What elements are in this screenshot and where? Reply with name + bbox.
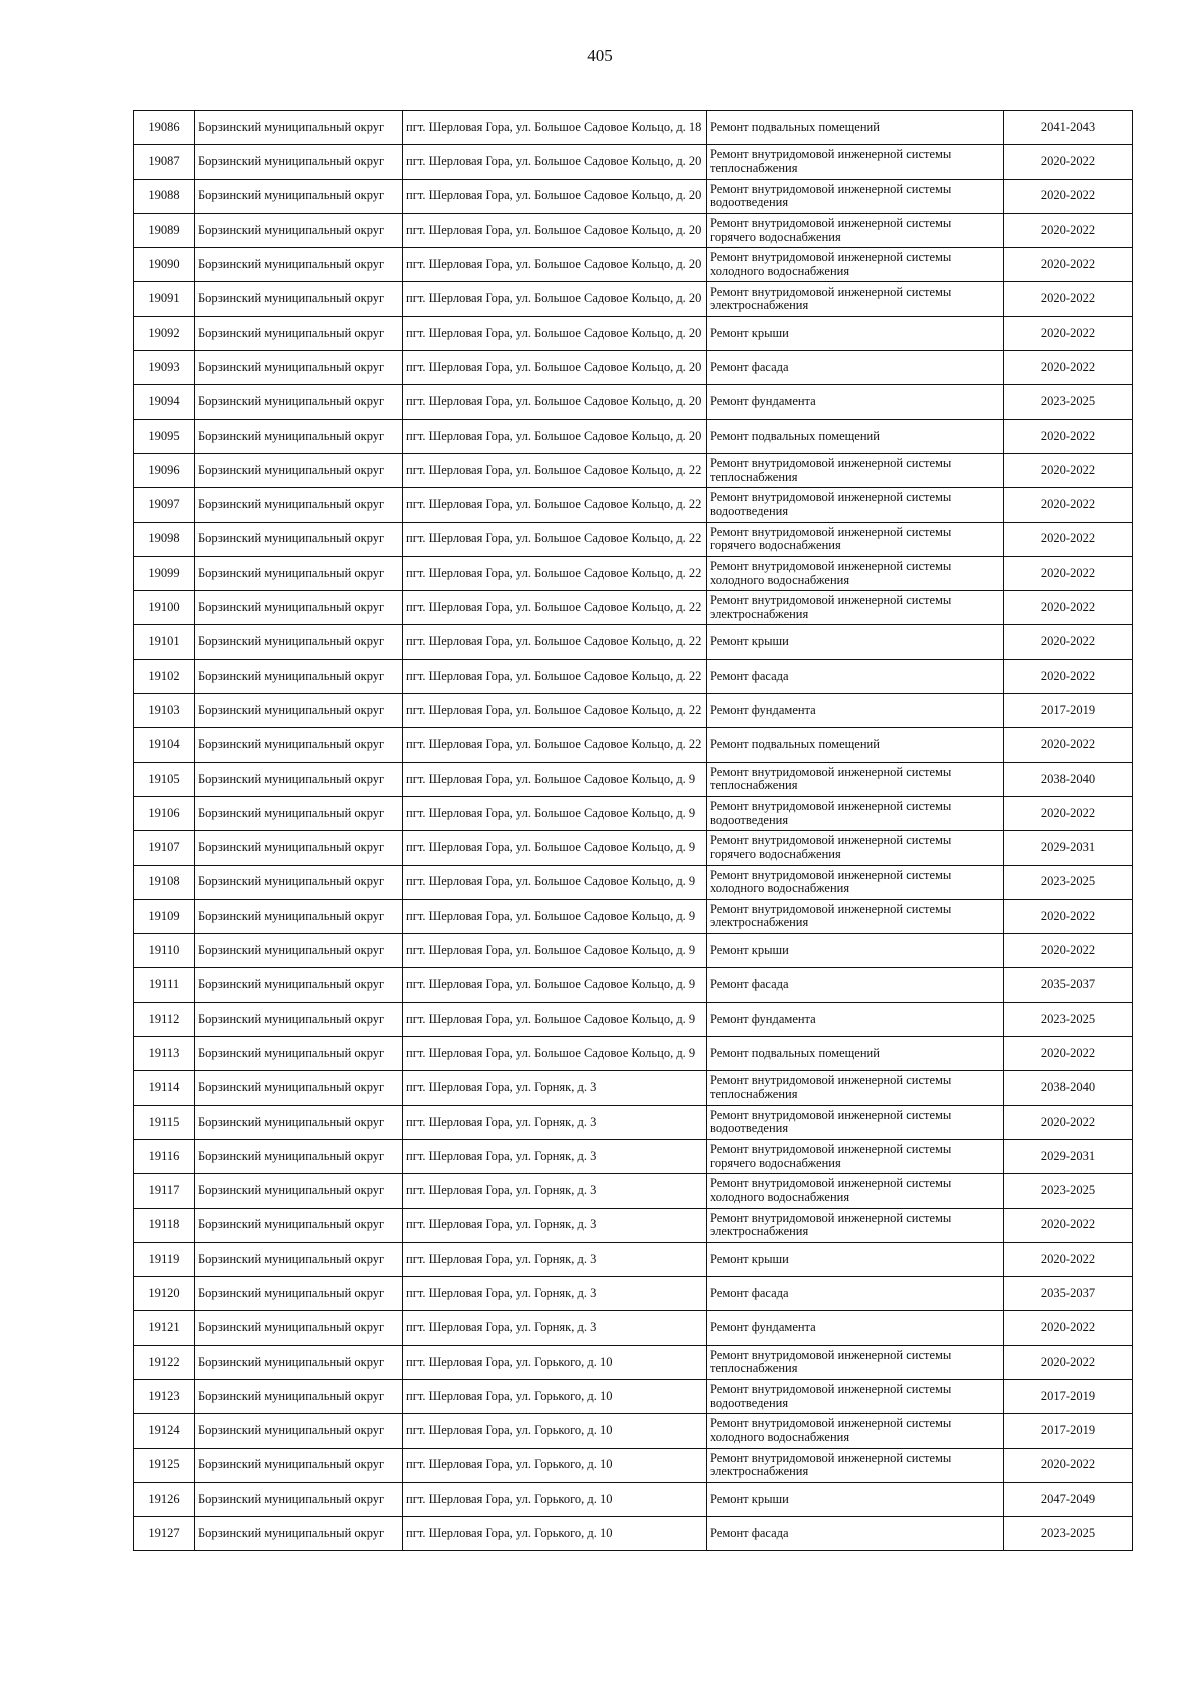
period-cell: 2020-2022	[1004, 591, 1133, 625]
work-type-cell: Ремонт крыши	[707, 316, 1004, 350]
work-type-cell: Ремонт крыши	[707, 1242, 1004, 1276]
row-number-cell: 19090	[134, 248, 195, 282]
address-cell: пгт. Шерловая Гора, ул. Большое Садовое Кольцо, д. 22	[403, 556, 707, 590]
table-row	[134, 796, 1133, 830]
table-row	[134, 1414, 1133, 1448]
period-cell: 2020-2022	[1004, 1345, 1133, 1379]
district-cell: Борзинский муниципальный округ	[195, 1482, 403, 1516]
address-cell: пгт. Шерловая Гора, ул. Горняк, д. 3	[403, 1139, 707, 1173]
address-cell: пгт. Шерловая Гора, ул. Большое Садовое Кольцо, д. 22	[403, 625, 707, 659]
row-number-cell: 19119	[134, 1242, 195, 1276]
row-number-cell: 19108	[134, 865, 195, 899]
address-cell: пгт. Шерловая Гора, ул. Горняк, д. 3	[403, 1277, 707, 1311]
table-body	[134, 111, 1133, 1551]
period-cell: 2020-2022	[1004, 1037, 1133, 1071]
district-cell: Борзинский муниципальный округ	[195, 968, 403, 1002]
work-type-cell: Ремонт внутридомовой инженерной системы водоотведения	[707, 488, 1004, 522]
row-number-cell: 19121	[134, 1311, 195, 1345]
period-cell: 2020-2022	[1004, 453, 1133, 487]
address-cell: пгт. Шерловая Гора, ул. Горняк, д. 3	[403, 1071, 707, 1105]
row-number-cell: 19113	[134, 1037, 195, 1071]
work-type-cell: Ремонт подвальных помещений	[707, 728, 1004, 762]
row-number-cell: 19095	[134, 419, 195, 453]
period-cell: 2020-2022	[1004, 1208, 1133, 1242]
period-cell: 2020-2022	[1004, 282, 1133, 316]
table-row	[134, 968, 1133, 1002]
address-cell: пгт. Шерловая Гора, ул. Горького, д. 10	[403, 1345, 707, 1379]
table-row	[134, 248, 1133, 282]
row-number-cell: 19100	[134, 591, 195, 625]
address-cell: пгт. Шерловая Гора, ул. Большое Садовое Кольцо, д. 20	[403, 145, 707, 179]
district-cell: Борзинский муниципальный округ	[195, 1448, 403, 1482]
period-cell: 2020-2022	[1004, 351, 1133, 385]
address-cell: пгт. Шерловая Гора, ул. Большое Садовое Кольцо, д. 22	[403, 453, 707, 487]
period-cell: 2020-2022	[1004, 248, 1133, 282]
district-cell: Борзинский муниципальный округ	[195, 1379, 403, 1413]
table-row	[134, 419, 1133, 453]
period-cell: 2020-2022	[1004, 179, 1133, 213]
work-type-cell: Ремонт внутридомовой инженерной системы водоотведения	[707, 179, 1004, 213]
period-cell: 2017-2019	[1004, 1414, 1133, 1448]
work-type-cell: Ремонт внутридомовой инженерной системы теплоснабжения	[707, 1345, 1004, 1379]
row-number-cell: 19125	[134, 1448, 195, 1482]
address-cell: пгт. Шерловая Гора, ул. Большое Садовое Кольцо, д. 20	[403, 213, 707, 247]
work-type-cell: Ремонт крыши	[707, 625, 1004, 659]
work-type-cell: Ремонт внутридомовой инженерной системы электроснабжения	[707, 1208, 1004, 1242]
district-cell: Борзинский муниципальный округ	[195, 899, 403, 933]
row-number-cell: 19124	[134, 1414, 195, 1448]
row-number-cell: 19120	[134, 1277, 195, 1311]
district-cell: Борзинский муниципальный округ	[195, 625, 403, 659]
row-number-cell: 19107	[134, 831, 195, 865]
work-type-cell: Ремонт фундамента	[707, 694, 1004, 728]
address-cell: пгт. Шерловая Гора, ул. Большое Садовое Кольцо, д. 9	[403, 865, 707, 899]
district-cell: Борзинский муниципальный округ	[195, 419, 403, 453]
table-row	[134, 1517, 1133, 1551]
district-cell: Борзинский муниципальный округ	[195, 282, 403, 316]
period-cell: 2023-2025	[1004, 385, 1133, 419]
table-row	[134, 1174, 1133, 1208]
address-cell: пгт. Шерловая Гора, ул. Горького, д. 10	[403, 1414, 707, 1448]
table-row	[134, 728, 1133, 762]
address-cell: пгт. Шерловая Гора, ул. Горняк, д. 3	[403, 1105, 707, 1139]
period-cell: 2020-2022	[1004, 316, 1133, 350]
table-row	[134, 1448, 1133, 1482]
table-row	[134, 1345, 1133, 1379]
district-cell: Борзинский муниципальный округ	[195, 865, 403, 899]
period-cell: 2020-2022	[1004, 1448, 1133, 1482]
address-cell: пгт. Шерловая Гора, ул. Большое Садовое Кольцо, д. 9	[403, 796, 707, 830]
table-row	[134, 694, 1133, 728]
work-type-cell: Ремонт внутридомовой инженерной системы холодного водоснабжения	[707, 1174, 1004, 1208]
work-type-cell: Ремонт внутридомовой инженерной системы горячего водоснабжения	[707, 522, 1004, 556]
work-type-cell: Ремонт внутридомовой инженерной системы горячего водоснабжения	[707, 1139, 1004, 1173]
district-cell: Борзинский муниципальный округ	[195, 1139, 403, 1173]
work-type-cell: Ремонт фасада	[707, 659, 1004, 693]
work-type-cell: Ремонт внутридомовой инженерной системы холодного водоснабжения	[707, 1414, 1004, 1448]
district-cell: Борзинский муниципальный округ	[195, 831, 403, 865]
period-cell: 2029-2031	[1004, 1139, 1133, 1173]
work-type-cell: Ремонт фундамента	[707, 385, 1004, 419]
table-row	[134, 1105, 1133, 1139]
address-cell: пгт. Шерловая Гора, ул. Большое Садовое Кольцо, д. 20	[403, 385, 707, 419]
page-number: 405	[587, 46, 613, 65]
district-cell: Борзинский муниципальный округ	[195, 248, 403, 282]
table-row	[134, 145, 1133, 179]
row-number-cell: 19103	[134, 694, 195, 728]
row-number-cell: 19096	[134, 453, 195, 487]
row-number-cell: 19116	[134, 1139, 195, 1173]
work-type-cell: Ремонт внутридомовой инженерной системы холодного водоснабжения	[707, 556, 1004, 590]
row-number-cell: 19115	[134, 1105, 195, 1139]
district-cell: Борзинский муниципальный округ	[195, 351, 403, 385]
district-cell: Борзинский муниципальный округ	[195, 1345, 403, 1379]
period-cell: 2023-2025	[1004, 1517, 1133, 1551]
work-type-cell: Ремонт подвальных помещений	[707, 419, 1004, 453]
district-cell: Борзинский муниципальный округ	[195, 1071, 403, 1105]
district-cell: Борзинский муниципальный округ	[195, 796, 403, 830]
address-cell: пгт. Шерловая Гора, ул. Большое Садовое Кольцо, д. 22	[403, 694, 707, 728]
table-row	[134, 831, 1133, 865]
row-number-cell: 19086	[134, 111, 195, 145]
period-cell: 2023-2025	[1004, 1174, 1133, 1208]
district-cell: Борзинский муниципальный округ	[195, 1037, 403, 1071]
table-row	[134, 111, 1133, 145]
row-number-cell: 19112	[134, 1002, 195, 1036]
row-number-cell: 19106	[134, 796, 195, 830]
work-type-cell: Ремонт крыши	[707, 1482, 1004, 1516]
work-type-cell: Ремонт внутридомовой инженерной системы водоотведения	[707, 1105, 1004, 1139]
period-cell: 2020-2022	[1004, 419, 1133, 453]
district-cell: Борзинский муниципальный округ	[195, 762, 403, 796]
district-cell: Борзинский муниципальный округ	[195, 179, 403, 213]
period-cell: 2020-2022	[1004, 934, 1133, 968]
period-cell: 2035-2037	[1004, 1277, 1133, 1311]
address-cell: пгт. Шерловая Гора, ул. Большое Садовое Кольцо, д. 22	[403, 659, 707, 693]
work-type-cell: Ремонт фасада	[707, 1517, 1004, 1551]
row-number-cell: 19123	[134, 1379, 195, 1413]
period-cell: 2029-2031	[1004, 831, 1133, 865]
period-cell: 2047-2049	[1004, 1482, 1133, 1516]
table-row	[134, 522, 1133, 556]
period-cell: 2038-2040	[1004, 1071, 1133, 1105]
district-cell: Борзинский муниципальный округ	[195, 488, 403, 522]
address-cell: пгт. Шерловая Гора, ул. Большое Садовое Кольцо, д. 20	[403, 248, 707, 282]
row-number-cell: 19093	[134, 351, 195, 385]
period-cell: 2020-2022	[1004, 522, 1133, 556]
table-row	[134, 213, 1133, 247]
work-type-cell: Ремонт внутридомовой инженерной системы электроснабжения	[707, 899, 1004, 933]
district-cell: Борзинский муниципальный округ	[195, 1105, 403, 1139]
address-cell: пгт. Шерловая Гора, ул. Горького, д. 10	[403, 1448, 707, 1482]
district-cell: Борзинский муниципальный округ	[195, 111, 403, 145]
period-cell: 2020-2022	[1004, 1242, 1133, 1276]
work-type-cell: Ремонт внутридомовой инженерной системы водоотведения	[707, 1379, 1004, 1413]
table-row	[134, 179, 1133, 213]
work-type-cell: Ремонт крыши	[707, 934, 1004, 968]
district-cell: Борзинский муниципальный округ	[195, 316, 403, 350]
row-number-cell: 19099	[134, 556, 195, 590]
table-row	[134, 556, 1133, 590]
table-row	[134, 591, 1133, 625]
work-type-cell: Ремонт подвальных помещений	[707, 1037, 1004, 1071]
table-row	[134, 1379, 1133, 1413]
period-cell: 2020-2022	[1004, 213, 1133, 247]
work-type-cell: Ремонт внутридомовой инженерной системы электроснабжения	[707, 591, 1004, 625]
address-cell: пгт. Шерловая Гора, ул. Горняк, д. 3	[403, 1208, 707, 1242]
row-number-cell: 19087	[134, 145, 195, 179]
period-cell: 2017-2019	[1004, 694, 1133, 728]
table-row	[134, 1208, 1133, 1242]
row-number-cell: 19091	[134, 282, 195, 316]
period-cell: 2020-2022	[1004, 145, 1133, 179]
district-cell: Борзинский муниципальный округ	[195, 1002, 403, 1036]
district-cell: Борзинский муниципальный округ	[195, 145, 403, 179]
district-cell: Борзинский муниципальный округ	[195, 934, 403, 968]
row-number-cell: 19126	[134, 1482, 195, 1516]
table-row	[134, 865, 1133, 899]
work-type-cell: Ремонт фундамента	[707, 1002, 1004, 1036]
period-cell: 2041-2043	[1004, 111, 1133, 145]
district-cell: Борзинский муниципальный округ	[195, 1277, 403, 1311]
work-type-cell: Ремонт фасада	[707, 968, 1004, 1002]
period-cell: 2023-2025	[1004, 865, 1133, 899]
work-type-cell: Ремонт внутридомовой инженерной системы холодного водоснабжения	[707, 865, 1004, 899]
work-type-cell: Ремонт внутридомовой инженерной системы горячего водоснабжения	[707, 213, 1004, 247]
work-type-cell: Ремонт подвальных помещений	[707, 111, 1004, 145]
work-type-cell: Ремонт внутридомовой инженерной системы теплоснабжения	[707, 1071, 1004, 1105]
table-row	[134, 1482, 1133, 1516]
address-cell: пгт. Шерловая Гора, ул. Большое Садовое Кольцо, д. 20	[403, 179, 707, 213]
district-cell: Борзинский муниципальный округ	[195, 591, 403, 625]
district-cell: Борзинский муниципальный округ	[195, 1517, 403, 1551]
work-type-cell: Ремонт фундамента	[707, 1311, 1004, 1345]
period-cell: 2020-2022	[1004, 1311, 1133, 1345]
address-cell: пгт. Шерловая Гора, ул. Большое Садовое Кольцо, д. 22	[403, 728, 707, 762]
row-number-cell: 19102	[134, 659, 195, 693]
district-cell: Борзинский муниципальный округ	[195, 694, 403, 728]
row-number-cell: 19097	[134, 488, 195, 522]
table-row	[134, 1139, 1133, 1173]
work-type-cell: Ремонт внутридомовой инженерной системы холодного водоснабжения	[707, 248, 1004, 282]
period-cell: 2017-2019	[1004, 1379, 1133, 1413]
table-row	[134, 762, 1133, 796]
work-type-cell: Ремонт фасада	[707, 1277, 1004, 1311]
district-cell: Борзинский муниципальный округ	[195, 213, 403, 247]
address-cell: пгт. Шерловая Гора, ул. Большое Садовое Кольцо, д. 9	[403, 1002, 707, 1036]
address-cell: пгт. Шерловая Гора, ул. Большое Садовое Кольцо, д. 20	[403, 351, 707, 385]
address-cell: пгт. Шерловая Гора, ул. Большое Садовое Кольцо, д. 22	[403, 488, 707, 522]
row-number-cell: 19117	[134, 1174, 195, 1208]
period-cell: 2020-2022	[1004, 728, 1133, 762]
address-cell: пгт. Шерловая Гора, ул. Горняк, д. 3	[403, 1242, 707, 1276]
period-cell: 2020-2022	[1004, 899, 1133, 933]
table-row	[134, 316, 1133, 350]
period-cell: 2020-2022	[1004, 625, 1133, 659]
period-cell: 2020-2022	[1004, 556, 1133, 590]
row-number-cell: 19094	[134, 385, 195, 419]
period-cell: 2035-2037	[1004, 968, 1133, 1002]
table-row	[134, 282, 1133, 316]
address-cell: пгт. Шерловая Гора, ул. Большое Садовое Кольцо, д. 9	[403, 1037, 707, 1071]
address-cell: пгт. Шерловая Гора, ул. Большое Садовое Кольцо, д. 20	[403, 282, 707, 316]
row-number-cell: 19105	[134, 762, 195, 796]
table-row	[134, 1071, 1133, 1105]
district-cell: Борзинский муниципальный округ	[195, 728, 403, 762]
address-cell: пгт. Шерловая Гора, ул. Большое Садовое Кольцо, д. 9	[403, 899, 707, 933]
row-number-cell: 19088	[134, 179, 195, 213]
period-cell: 2038-2040	[1004, 762, 1133, 796]
repair-schedule-table	[133, 110, 1133, 1551]
address-cell: пгт. Шерловая Гора, ул. Горького, д. 10	[403, 1517, 707, 1551]
work-type-cell: Ремонт внутридомовой инженерной системы горячего водоснабжения	[707, 831, 1004, 865]
row-number-cell: 19089	[134, 213, 195, 247]
row-number-cell: 19109	[134, 899, 195, 933]
address-cell: пгт. Шерловая Гора, ул. Большое Садовое Кольцо, д. 20	[403, 316, 707, 350]
row-number-cell: 19101	[134, 625, 195, 659]
table-row	[134, 453, 1133, 487]
district-cell: Борзинский муниципальный округ	[195, 1311, 403, 1345]
district-cell: Борзинский муниципальный округ	[195, 522, 403, 556]
work-type-cell: Ремонт внутридомовой инженерной системы теплоснабжения	[707, 453, 1004, 487]
row-number-cell: 19111	[134, 968, 195, 1002]
address-cell: пгт. Шерловая Гора, ул. Большое Садовое Кольцо, д. 22	[403, 591, 707, 625]
row-number-cell: 19127	[134, 1517, 195, 1551]
district-cell: Борзинский муниципальный округ	[195, 385, 403, 419]
row-number-cell: 19098	[134, 522, 195, 556]
row-number-cell: 19118	[134, 1208, 195, 1242]
work-type-cell: Ремонт внутридомовой инженерной системы электроснабжения	[707, 282, 1004, 316]
address-cell: пгт. Шерловая Гора, ул. Большое Садовое Кольцо, д. 9	[403, 831, 707, 865]
table-row	[134, 488, 1133, 522]
district-cell: Борзинский муниципальный округ	[195, 1174, 403, 1208]
address-cell: пгт. Шерловая Гора, ул. Большое Садовое Кольцо, д. 9	[403, 968, 707, 1002]
table-row	[134, 899, 1133, 933]
work-type-cell: Ремонт фасада	[707, 351, 1004, 385]
table-row	[134, 659, 1133, 693]
row-number-cell: 19110	[134, 934, 195, 968]
address-cell: пгт. Шерловая Гора, ул. Горького, д. 10	[403, 1482, 707, 1516]
district-cell: Борзинский муниципальный округ	[195, 1414, 403, 1448]
address-cell: пгт. Шерловая Гора, ул. Большое Садовое Кольцо, д. 9	[403, 934, 707, 968]
address-cell: пгт. Шерловая Гора, ул. Горняк, д. 3	[403, 1174, 707, 1208]
table-row	[134, 385, 1133, 419]
address-cell: пгт. Шерловая Гора, ул. Большое Садовое Кольцо, д. 9	[403, 762, 707, 796]
address-cell: пгт. Шерловая Гора, ул. Горняк, д. 3	[403, 1311, 707, 1345]
period-cell: 2023-2025	[1004, 1002, 1133, 1036]
row-number-cell: 19104	[134, 728, 195, 762]
period-cell: 2020-2022	[1004, 659, 1133, 693]
row-number-cell: 19092	[134, 316, 195, 350]
table-row	[134, 1002, 1133, 1036]
table-row	[134, 1242, 1133, 1276]
work-type-cell: Ремонт внутридомовой инженерной системы теплоснабжения	[707, 762, 1004, 796]
address-cell: пгт. Шерловая Гора, ул. Большое Садовое Кольцо, д. 20	[403, 419, 707, 453]
period-cell: 2020-2022	[1004, 488, 1133, 522]
work-type-cell: Ремонт внутридомовой инженерной системы электроснабжения	[707, 1448, 1004, 1482]
table-row	[134, 625, 1133, 659]
address-cell: пгт. Шерловая Гора, ул. Горького, д. 10	[403, 1379, 707, 1413]
table-row	[134, 351, 1133, 385]
table-row	[134, 1037, 1133, 1071]
district-cell: Борзинский муниципальный округ	[195, 659, 403, 693]
row-number-cell: 19122	[134, 1345, 195, 1379]
table-row	[134, 934, 1133, 968]
work-type-cell: Ремонт внутридомовой инженерной системы водоотведения	[707, 796, 1004, 830]
table-row	[134, 1277, 1133, 1311]
district-cell: Борзинский муниципальный округ	[195, 556, 403, 590]
address-cell: пгт. Шерловая Гора, ул. Большое Садовое Кольцо, д. 22	[403, 522, 707, 556]
period-cell: 2020-2022	[1004, 1105, 1133, 1139]
district-cell: Борзинский муниципальный округ	[195, 1242, 403, 1276]
address-cell: пгт. Шерловая Гора, ул. Большое Садовое Кольцо, д. 18	[403, 111, 707, 145]
table-row	[134, 1311, 1133, 1345]
district-cell: Борзинский муниципальный округ	[195, 453, 403, 487]
row-number-cell: 19114	[134, 1071, 195, 1105]
period-cell: 2020-2022	[1004, 796, 1133, 830]
district-cell: Борзинский муниципальный округ	[195, 1208, 403, 1242]
work-type-cell: Ремонт внутридомовой инженерной системы теплоснабжения	[707, 145, 1004, 179]
